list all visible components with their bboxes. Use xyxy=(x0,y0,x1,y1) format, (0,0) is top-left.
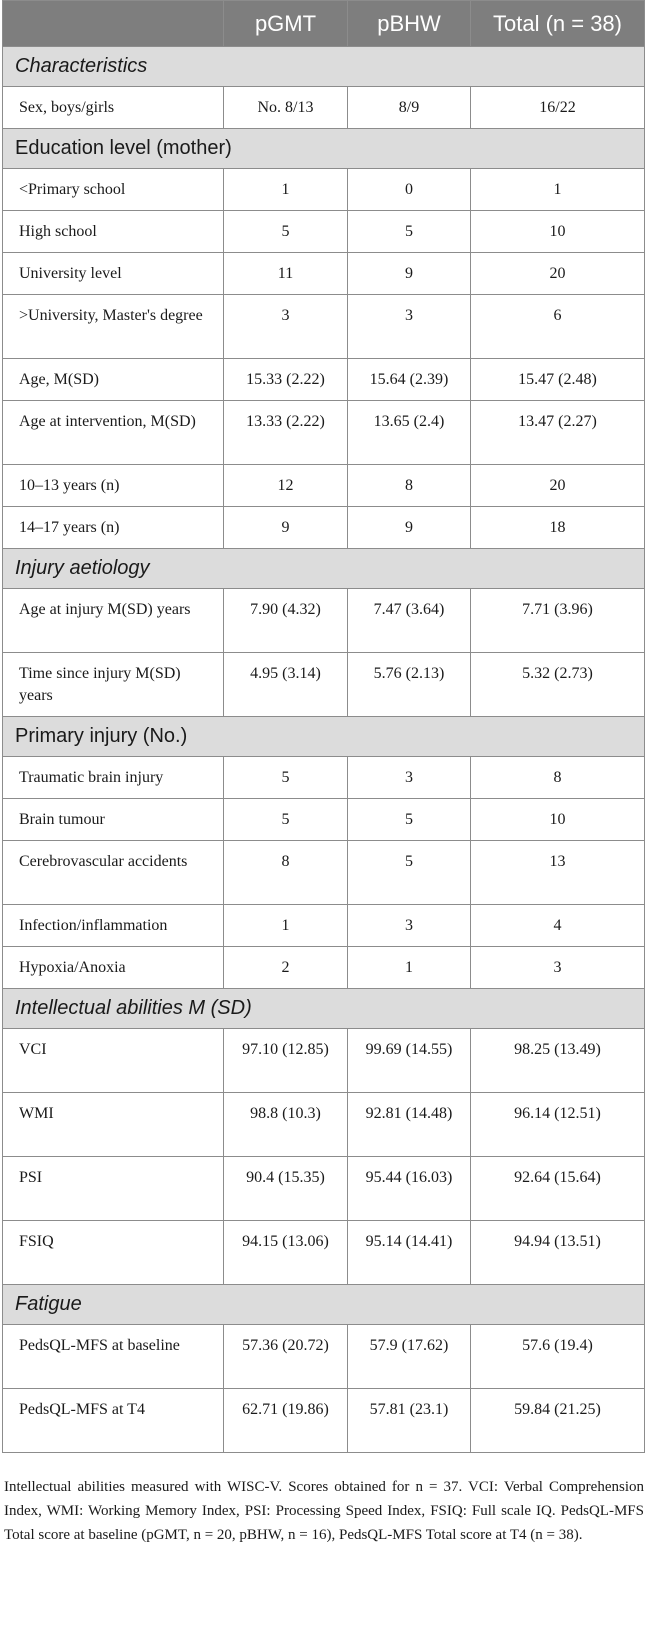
cell-total: 6 xyxy=(471,295,645,359)
table-row xyxy=(3,253,645,295)
cell-pbhw: 15.64 (2.39) xyxy=(348,359,471,401)
row-label: >University, Master's degree xyxy=(3,295,224,359)
cell-pbhw: 99.69 (14.55) xyxy=(348,1029,471,1093)
cell-pbhw: 5.76 (2.13) xyxy=(348,653,471,717)
cell-total: 13.47 (2.27) xyxy=(471,401,645,465)
section-header-row xyxy=(3,549,645,589)
header-pgmt: pGMT xyxy=(224,1,348,47)
cell-pbhw: 95.14 (14.41) xyxy=(348,1221,471,1285)
cell-pbhw: 0 xyxy=(348,169,471,211)
row-label: Hypoxia/Anoxia xyxy=(3,947,224,989)
table-row xyxy=(3,507,645,549)
row-label: PSI xyxy=(3,1157,224,1221)
cell-total: 8 xyxy=(471,757,645,799)
table-row xyxy=(3,87,645,129)
cell-pbhw: 8/9 xyxy=(348,87,471,129)
section-title: Characteristics xyxy=(3,47,645,87)
section-header-row xyxy=(3,717,645,757)
cell-total: 59.84 (21.25) xyxy=(471,1389,645,1453)
cell-pbhw: 5 xyxy=(348,799,471,841)
cell-pgmt: 12 xyxy=(224,465,348,507)
row-label: FSIQ xyxy=(3,1221,224,1285)
header-row xyxy=(3,1,645,47)
row-label: Cerebrovascular accidents xyxy=(3,841,224,905)
cell-total: 3 xyxy=(471,947,645,989)
cell-pbhw: 92.81 (14.48) xyxy=(348,1093,471,1157)
cell-total: 57.6 (19.4) xyxy=(471,1325,645,1389)
demographics-table xyxy=(2,0,645,1453)
section-header-row xyxy=(3,47,645,87)
cell-pbhw: 57.9 (17.62) xyxy=(348,1325,471,1389)
table-row xyxy=(3,465,645,507)
cell-pgmt: 7.90 (4.32) xyxy=(224,589,348,653)
section-header-row xyxy=(3,989,645,1029)
cell-pgmt: 97.10 (12.85) xyxy=(224,1029,348,1093)
table-row xyxy=(3,653,645,717)
table-row xyxy=(3,1093,645,1157)
row-label: PedsQL-MFS at baseline xyxy=(3,1325,224,1389)
cell-pgmt: 98.8 (10.3) xyxy=(224,1093,348,1157)
cell-pgmt: 3 xyxy=(224,295,348,359)
table-row xyxy=(3,1221,645,1285)
cell-total: 13 xyxy=(471,841,645,905)
table-row xyxy=(3,1029,645,1093)
cell-pbhw: 9 xyxy=(348,507,471,549)
row-label: Age at intervention, M(SD) xyxy=(3,401,224,465)
cell-total: 94.94 (13.51) xyxy=(471,1221,645,1285)
table-row xyxy=(3,905,645,947)
cell-pbhw: 5 xyxy=(348,211,471,253)
row-label: Sex, boys/girls xyxy=(3,87,224,129)
header-total: Total (n = 38) xyxy=(471,1,645,47)
row-label: <Primary school xyxy=(3,169,224,211)
table-row xyxy=(3,359,645,401)
row-label: Time since injury M(SD) years xyxy=(3,653,224,717)
table-row xyxy=(3,1325,645,1389)
cell-total: 20 xyxy=(471,253,645,295)
cell-pgmt: 15.33 (2.22) xyxy=(224,359,348,401)
section-title: Fatigue xyxy=(3,1285,645,1325)
table-caption: Intellectual abilities measured with WISC-V. Scores obtained for n = 37. VCI: Verbal Comprehension Index, WMI: Working Memory Index, PSI: Processing Speed Index, FSIQ: Full scale IQ. PedsQL-MFS Total score at baseline (pGMT, n = 20, pBHW, n = 16), PedsQL-MFS Total score at T4 (n = 38). xyxy=(4,1479,644,1543)
table-row xyxy=(3,1389,645,1453)
cell-pgmt: 57.36 (20.72) xyxy=(224,1325,348,1389)
cell-total: 96.14 (12.51) xyxy=(471,1093,645,1157)
cell-total: 18 xyxy=(471,507,645,549)
header-pbhw: pBHW xyxy=(348,1,471,47)
cell-total: 92.64 (15.64) xyxy=(471,1157,645,1221)
cell-pbhw: 1 xyxy=(348,947,471,989)
row-label: Age, M(SD) xyxy=(3,359,224,401)
table-row xyxy=(3,841,645,905)
cell-pbhw: 3 xyxy=(348,905,471,947)
row-label: Infection/inflammation xyxy=(3,905,224,947)
section-title: Injury aetiology xyxy=(3,549,645,589)
cell-total: 20 xyxy=(471,465,645,507)
cell-pgmt: 94.15 (13.06) xyxy=(224,1221,348,1285)
cell-pgmt: 8 xyxy=(224,841,348,905)
row-label: Traumatic brain injury xyxy=(3,757,224,799)
cell-pgmt: 1 xyxy=(224,905,348,947)
cell-pbhw: 3 xyxy=(348,295,471,359)
cell-pgmt: No. 8/13 xyxy=(224,87,348,129)
cell-pgmt: 1 xyxy=(224,169,348,211)
cell-total: 7.71 (3.96) xyxy=(471,589,645,653)
cell-pbhw: 95.44 (16.03) xyxy=(348,1157,471,1221)
cell-pgmt: 90.4 (15.35) xyxy=(224,1157,348,1221)
row-label: VCI xyxy=(3,1029,224,1093)
cell-pgmt: 5 xyxy=(224,211,348,253)
cell-total: 4 xyxy=(471,905,645,947)
row-label: High school xyxy=(3,211,224,253)
cell-pbhw: 3 xyxy=(348,757,471,799)
cell-total: 15.47 (2.48) xyxy=(471,359,645,401)
table-row xyxy=(3,211,645,253)
section-title: Education level (mother) xyxy=(3,129,645,169)
table-row xyxy=(3,401,645,465)
cell-pbhw: 13.65 (2.4) xyxy=(348,401,471,465)
cell-total: 16/22 xyxy=(471,87,645,129)
row-label: University level xyxy=(3,253,224,295)
row-label: 14–17 years (n) xyxy=(3,507,224,549)
cell-pbhw: 57.81 (23.1) xyxy=(348,1389,471,1453)
row-label: Age at injury M(SD) years xyxy=(3,589,224,653)
header-blank xyxy=(3,1,224,47)
table-row xyxy=(3,757,645,799)
cell-pgmt: 13.33 (2.22) xyxy=(224,401,348,465)
row-label: PedsQL-MFS at T4 xyxy=(3,1389,224,1453)
cell-pbhw: 7.47 (3.64) xyxy=(348,589,471,653)
cell-pgmt: 5 xyxy=(224,799,348,841)
cell-pgmt: 2 xyxy=(224,947,348,989)
row-label: WMI xyxy=(3,1093,224,1157)
cell-pgmt: 62.71 (19.86) xyxy=(224,1389,348,1453)
table-row xyxy=(3,169,645,211)
cell-pgmt: 4.95 (3.14) xyxy=(224,653,348,717)
section-header-row xyxy=(3,1285,645,1325)
cell-pbhw: 5 xyxy=(348,841,471,905)
cell-pgmt: 5 xyxy=(224,757,348,799)
section-header-row xyxy=(3,129,645,169)
table-row xyxy=(3,295,645,359)
row-label: 10–13 years (n) xyxy=(3,465,224,507)
cell-total: 5.32 (2.73) xyxy=(471,653,645,717)
cell-pgmt: 9 xyxy=(224,507,348,549)
table-row xyxy=(3,799,645,841)
cell-total: 10 xyxy=(471,211,645,253)
cell-total: 10 xyxy=(471,799,645,841)
cell-total: 98.25 (13.49) xyxy=(471,1029,645,1093)
cell-pgmt: 11 xyxy=(224,253,348,295)
section-title: Primary injury (No.) xyxy=(3,717,645,757)
section-title: Intellectual abilities M (SD) xyxy=(3,989,645,1029)
table-row xyxy=(3,589,645,653)
row-label: Brain tumour xyxy=(3,799,224,841)
table-body xyxy=(3,47,645,1453)
table-row xyxy=(3,947,645,989)
cell-pbhw: 9 xyxy=(348,253,471,295)
table-row xyxy=(3,1157,645,1221)
cell-total: 1 xyxy=(471,169,645,211)
cell-pbhw: 8 xyxy=(348,465,471,507)
